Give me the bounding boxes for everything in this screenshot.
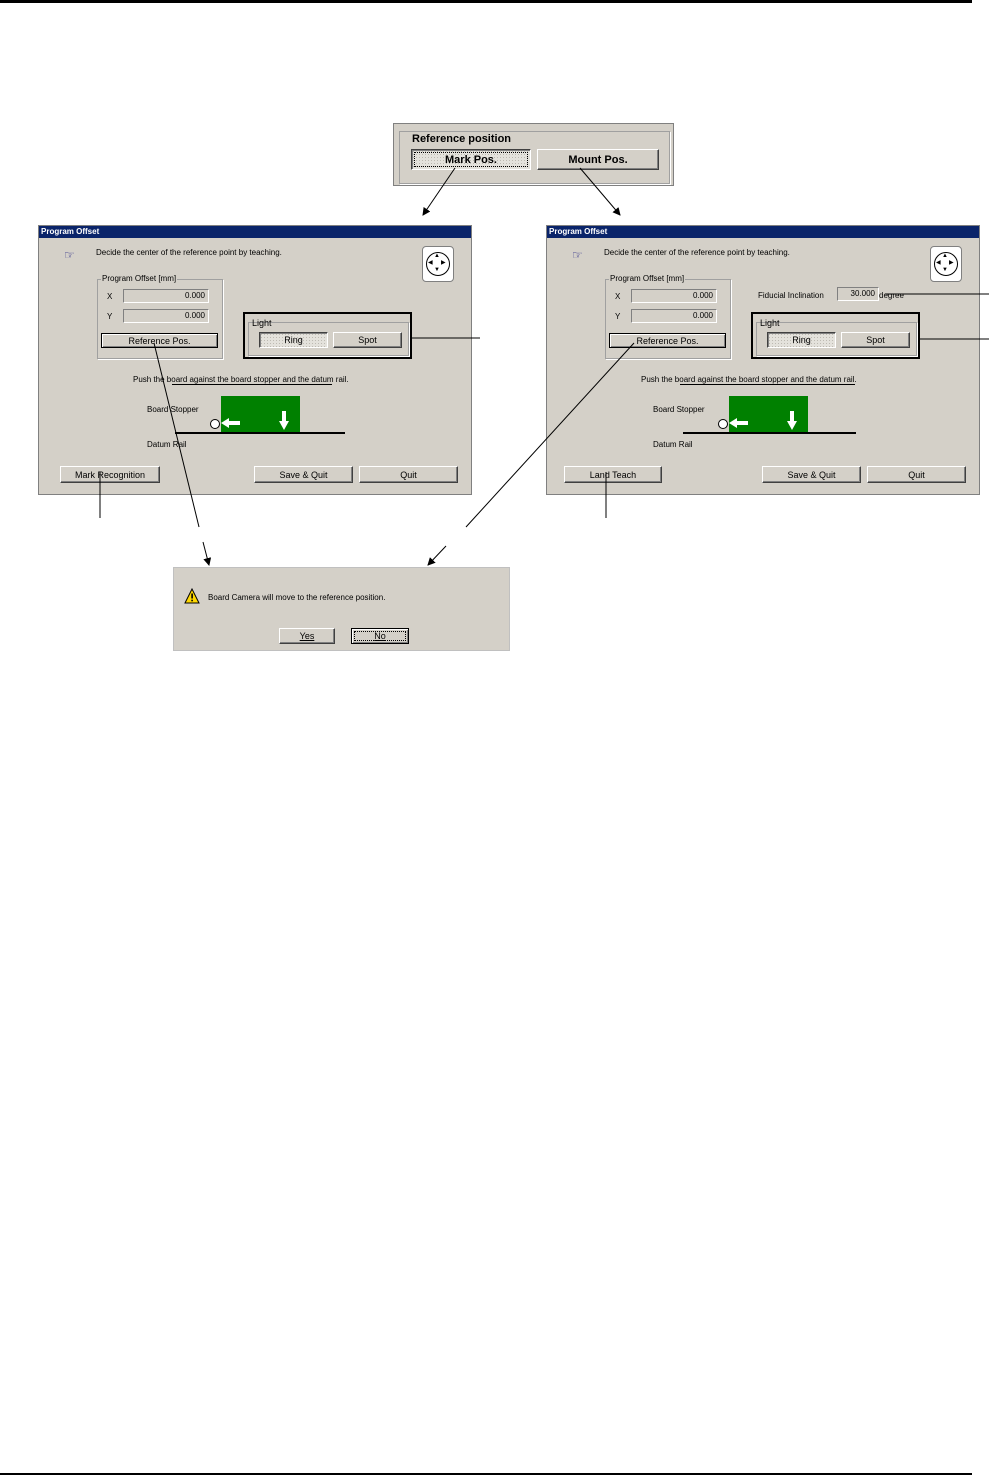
land-teach-button[interactable]: Land Teach bbox=[564, 466, 662, 483]
reference-position-title: Reference position bbox=[412, 133, 512, 145]
board-stopper-label: Board Stopper bbox=[147, 405, 199, 414]
down-arrow-icon bbox=[279, 411, 797, 430]
y-offset-field[interactable]: 0.000 bbox=[631, 309, 717, 323]
quit-button[interactable]: Quit bbox=[359, 466, 458, 483]
light-title: Light bbox=[760, 318, 780, 328]
window-title: Program Offset bbox=[39, 226, 471, 238]
callout-left-reference-pos bbox=[154, 343, 199, 527]
y-label: Y bbox=[107, 312, 113, 321]
y-offset-field[interactable]: 0.000 bbox=[123, 309, 209, 323]
arrow-to-dialog-right bbox=[428, 546, 446, 565]
datum-rail-label: Datum Rail bbox=[653, 440, 693, 449]
program-offset-group-title: Program Offset [mm] bbox=[102, 274, 177, 283]
y-label: Y bbox=[615, 312, 621, 321]
x-offset-field[interactable]: 0.000 bbox=[123, 289, 209, 303]
pointing-hand-icon: ☞ bbox=[64, 248, 75, 262]
mount-pos-button[interactable]: Mount Pos. bbox=[537, 149, 659, 170]
pointing-hand-icon: ☞ bbox=[572, 248, 583, 262]
mark-recognition-button[interactable]: Mark Recognition bbox=[60, 466, 160, 483]
reference-pos-button[interactable]: Reference Pos. bbox=[101, 333, 218, 348]
dialog-message: Board Camera will move to the reference position. bbox=[208, 593, 386, 602]
instruction-text: Decide the center of the reference point by teaching. bbox=[604, 248, 790, 257]
ring-light-button[interactable]: Ring bbox=[259, 332, 328, 348]
light-title: Light bbox=[252, 318, 272, 328]
datum-rail-label: Datum Rail bbox=[147, 440, 187, 449]
x-label: X bbox=[107, 292, 113, 301]
board-stopper-label: Board Stopper bbox=[653, 405, 705, 414]
x-offset-field[interactable]: 0.000 bbox=[631, 289, 717, 303]
push-instruction: Push the board against the board stopper and the datum rail. bbox=[641, 375, 857, 384]
x-label: X bbox=[615, 292, 621, 301]
fiducial-inclination-field[interactable]: 30.000 bbox=[837, 287, 879, 301]
spot-light-button[interactable]: Spot bbox=[333, 332, 402, 348]
fiducial-inclination-label: Fiducial Inclination bbox=[758, 291, 824, 300]
reference-pos-button[interactable]: Reference Pos. bbox=[609, 333, 726, 348]
direction-pad-icon[interactable]: ▲ ▼ ◀ ▶ bbox=[422, 246, 454, 282]
direction-pad-icon[interactable]: ▲ ▼ ◀ ▶ bbox=[930, 246, 962, 282]
ring-light-button[interactable]: Ring bbox=[767, 332, 836, 348]
quit-button[interactable]: Quit bbox=[867, 466, 966, 483]
mark-pos-button[interactable]: Mark Pos. bbox=[411, 149, 531, 170]
arrow-mount-to-right bbox=[580, 168, 620, 215]
callout-right-reference-pos bbox=[466, 343, 634, 527]
bottom-rule bbox=[0, 1473, 972, 1475]
yes-button[interactable]: Yes bbox=[279, 628, 335, 644]
window-title: Program Offset bbox=[547, 226, 979, 238]
left-arrow-icon bbox=[221, 418, 748, 428]
arrow-mark-to-left bbox=[423, 168, 455, 215]
save-quit-button[interactable]: Save & Quit bbox=[254, 466, 353, 483]
spot-light-button[interactable]: Spot bbox=[841, 332, 910, 348]
program-offset-group-title: Program Offset [mm] bbox=[610, 274, 685, 283]
no-button[interactable]: No bbox=[351, 628, 409, 644]
save-quit-button[interactable]: Save & Quit bbox=[762, 466, 861, 483]
push-instruction: Push the board against the board stopper and the datum rail. bbox=[133, 375, 349, 384]
arrow-to-dialog-left bbox=[203, 542, 209, 565]
instruction-text: Decide the center of the reference point by teaching. bbox=[96, 248, 282, 257]
fiducial-unit: degree bbox=[879, 291, 904, 300]
